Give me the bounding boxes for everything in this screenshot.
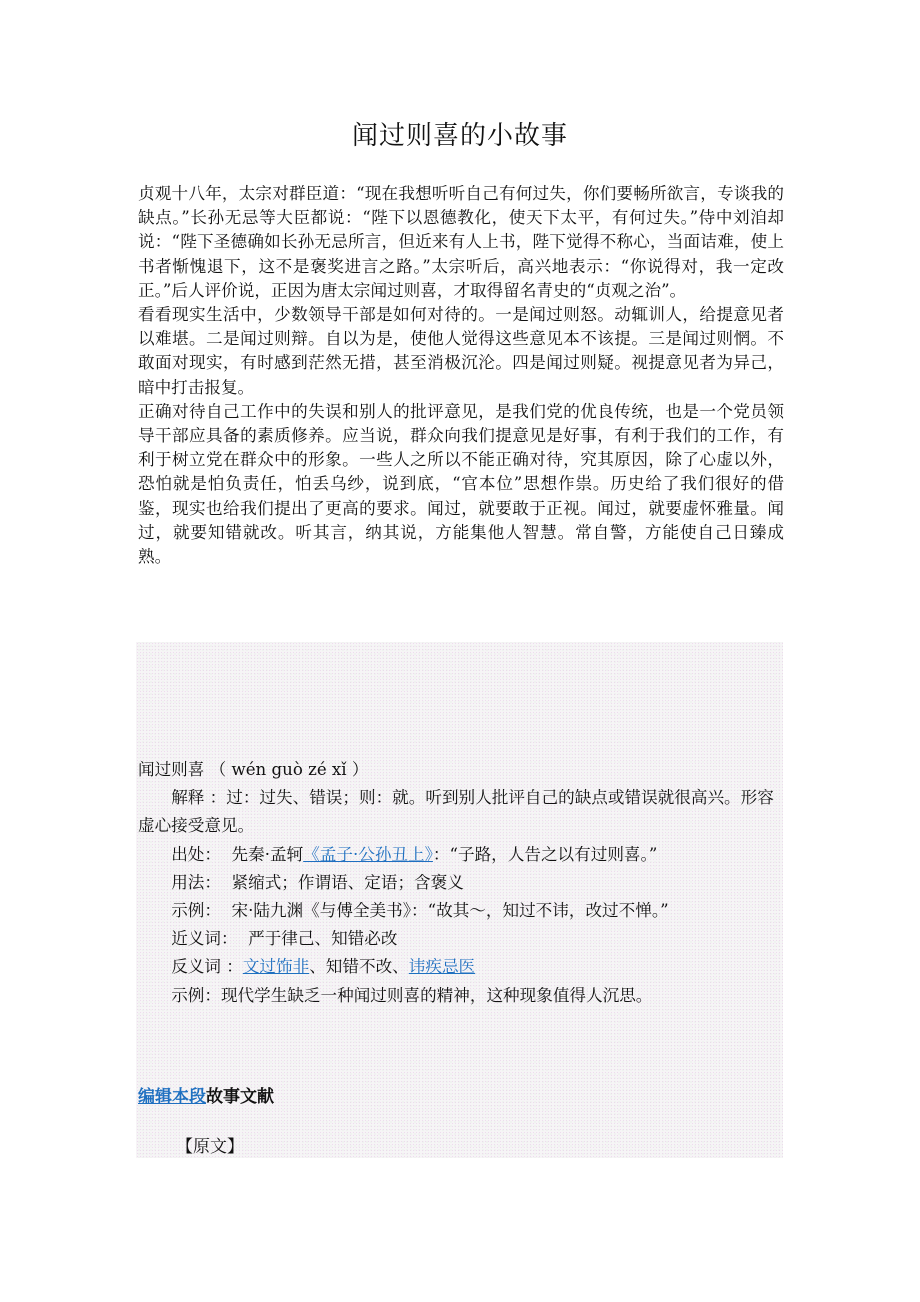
section-heading (138, 1084, 274, 1110)
idiom-headword: 闻过则喜 （ wén guò zé xǐ ） (138, 760, 369, 779)
section-title: 故事文献 (206, 1087, 274, 1107)
antonym-link-wenguoshifei[interactable]: 文过饰非 (242, 957, 310, 977)
idiom-usage (138, 869, 784, 897)
example-label: 示例： (171, 901, 221, 921)
source-label: 出处： (171, 844, 221, 864)
original-text-label: 【原文】 (176, 1137, 244, 1157)
antonym-link-hujiyi[interactable]: 讳疾忌医 (408, 957, 476, 977)
antonyms-label: 反义词 ： (171, 957, 243, 977)
idiom-antonyms (138, 953, 784, 981)
usage-label: 用法： (171, 872, 221, 892)
article-paragraph-3: 正确对待自己工作中的失误和别人的批评意见，是我们党的优良传统，也是一个党员领导干部应具备的素质修养。应当说，群众向我们提意见是好事，有利于我们的工作，有利于树立党在群众中的形象。一些人之所以不能正确对待，究其原因，除了心虚以外，恐怕就是怕负责任，怕丢乌纱，说到底，“官本位”思想作祟。历史给了我们很好的借鉴，现实也给我们提出了更高的要求。闻过，就要敢于正视。闻过，就要虚怀雅量。闻过，就要知错就改。听其言，纳其说，方能集他人智慧。常自警，方能使自己日臻成熟。 (138, 401, 784, 567)
edit-section-link[interactable]: 编辑本段 (138, 1087, 206, 1107)
synonyms-text: 严于律己、知错必改 (248, 929, 398, 949)
idiom-example-2: 示例：现代学生缺乏一种闻过则喜的精神，这种现象值得人沉思。 (171, 985, 653, 1005)
source-book-link[interactable]: 《孟子·公孙丑上》 (303, 844, 433, 864)
article-paragraph-2: 看看现实生活中，少数领导干部是如何对待的。一是闻过则怒。动辄训人，给提意见者以难堪。二是闻过则辩。自以为是，使他人觉得这些意见本不该提。三是闻过则惘。不敢面对现实，有时感到茫然无措，甚至消极沉沦。四是闻过则疑。视提意见者为异己，暗中打击报复。 (138, 305, 784, 397)
idiom-example (138, 897, 784, 925)
synonyms-label: 近义词： (171, 929, 238, 949)
page-title: 闻过则喜的小故事 (351, 121, 568, 151)
article-paragraph-1: 贞观十八年，太宗对群臣道：“现在我想听听自己有何过失，你们要畅所欲言，专谈我的缺点。”长孙无忌等大臣都说：“陛下以恩德教化，使天下太平，有何过失。”侍中刘洎却说：“陛下圣德确如长孙无忌所言，但近来有人上书，陛下觉得不称心，当面诘难，使上书者惭愧退下，这不是褒奖进言之路。”太宗听后，高兴地表示：“你说得对，我一定改正。”后人评价说，正因为唐太宗闻过则喜，才取得留名青史的“贞观之治”。 (138, 184, 784, 300)
idiom-explanation (138, 784, 784, 840)
antonym-separator-text: 、知错不改、 (309, 957, 409, 977)
article-body (138, 182, 784, 569)
idiom-entry (138, 756, 784, 1010)
usage-text: 紧缩式；作谓语、定语；含褒义 (231, 872, 464, 892)
example-text: 宋·陆九渊《与傅全美书》：“故其～，知过不讳，改过不惮。” (231, 901, 669, 921)
explanation-text: 过：过失、错误；则：就。听到别人批评自己的缺点或错误就很高兴。形容虚心接受意见。 (138, 788, 774, 836)
explanation-label: 解释 ： (171, 788, 227, 808)
idiom-synonyms (138, 925, 784, 953)
idiom-source (138, 841, 784, 869)
source-quote: ：“子路，人告之以有过则喜。” (432, 844, 658, 864)
source-author: 先秦·孟轲 (231, 844, 304, 864)
